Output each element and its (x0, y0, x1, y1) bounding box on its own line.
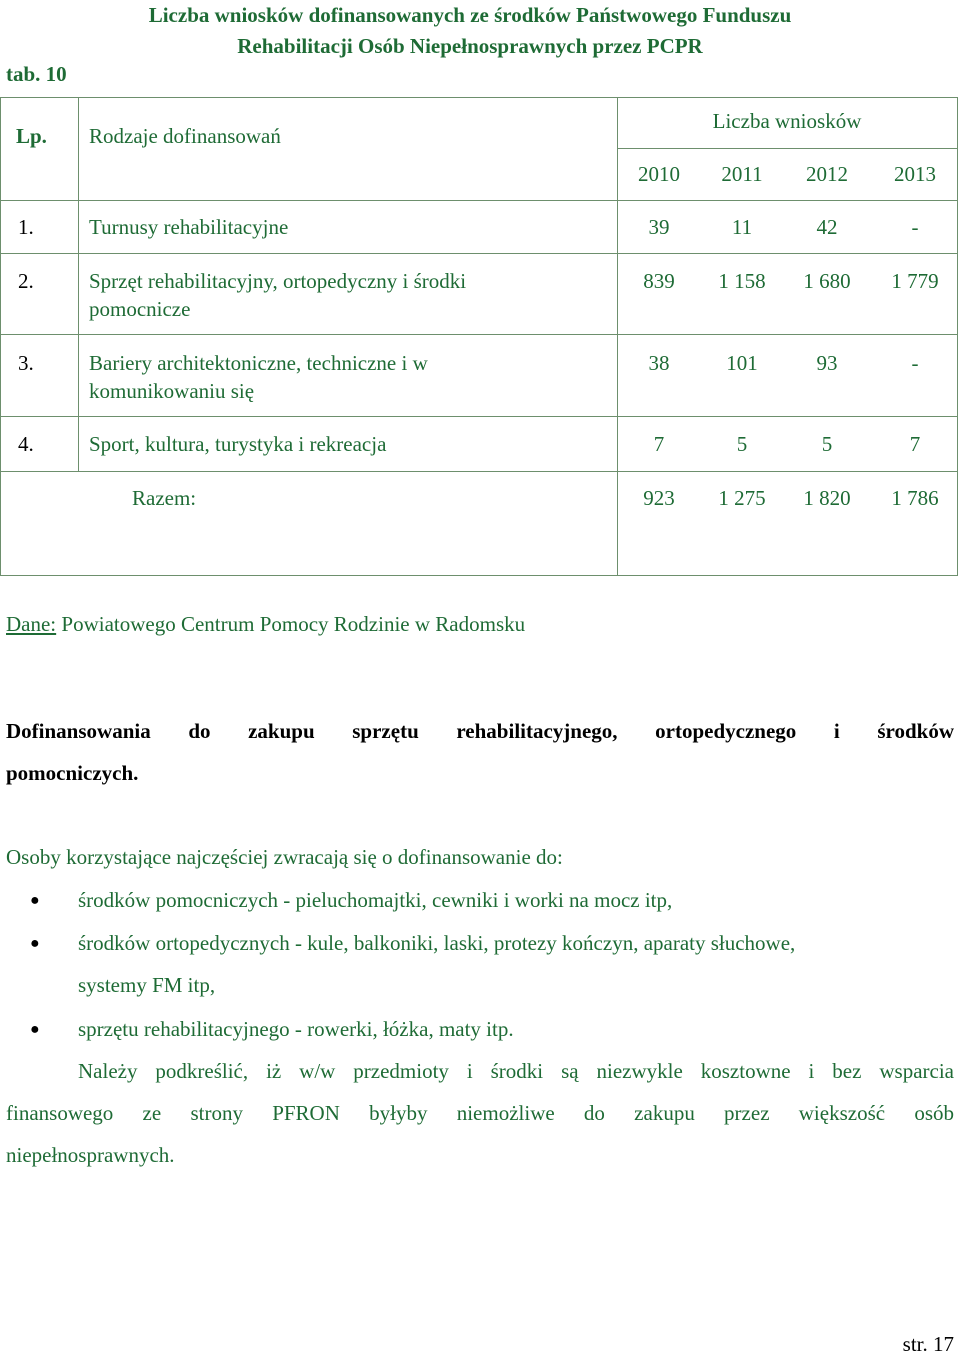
section-heading-line2: pomocniczych. (6, 761, 139, 785)
table-title-line1: Liczba wniosków dofinansowanych ze środków Państwowego Funduszu (148, 3, 792, 27)
row-value-2013: 7 (909, 432, 921, 456)
table-label: tab. 10 (6, 62, 67, 86)
row-name: Turnusy rehabilitacyjne (89, 215, 289, 239)
table-border-top (0, 97, 958, 98)
row-lp: 4. (18, 432, 34, 456)
bullet-text: środków ortopedycznych - kule, balkoniki, laski, protezy kończyn, aparaty słuchowe, (78, 931, 796, 955)
header-type: Rodzaje dofinansowań (89, 124, 281, 148)
table-border-bottom (0, 575, 958, 576)
table-col-lp-divider (78, 97, 79, 472)
row-lp: 1. (18, 215, 34, 239)
row-name: Sport, kultura, turystyka i rekreacja (89, 432, 387, 456)
table-header-divider (617, 148, 958, 149)
bullet-icon: ● (30, 1021, 40, 1038)
table-row2-bottom (0, 334, 958, 335)
row-name: Sprzęt rehabilitacyjny, ortopedyczny i środki (89, 269, 467, 293)
row-value-2012: 42 (816, 215, 838, 239)
bullet-icon: ● (30, 892, 40, 909)
row-value-2013: - (911, 351, 919, 375)
table-title (110, 0, 830, 62)
source-text: Powiatowego Centrum Pomocy Rodzinie w Radomsku (56, 612, 526, 636)
row-value-2011: 5 (736, 432, 748, 456)
row-lp: 2. (18, 269, 34, 293)
row-name: Bariery architektoniczne, techniczne i w (89, 351, 428, 375)
total-value-2011: 1 275 (718, 486, 766, 510)
intro-text: Osoby korzystające najczęściej zwracają się o dofinansowanie do: (6, 845, 563, 869)
closing-line3: niepełnosprawnych. (6, 1143, 175, 1167)
header-lp: Lp. (16, 124, 47, 148)
bullet-icon: ● (30, 935, 40, 952)
row-value-2010: 7 (653, 432, 665, 456)
total-value-2012: 1 820 (803, 486, 851, 510)
row-value-2013: - (911, 215, 919, 239)
table-source (6, 603, 954, 645)
row-value-2012: 93 (816, 351, 838, 375)
row-value-2010: 39 (648, 215, 670, 239)
header-year-2010: 2010 (638, 162, 680, 186)
table-title-line2: Rehabilitacji Osób Niepełnosprawnych przez PCPR (237, 34, 703, 58)
table-row1-bottom (0, 253, 958, 254)
bullet-text: środków pomocniczych - pieluchomajtki, cewniki i worki na mocz itp, (78, 888, 673, 912)
total-label: Razem: (132, 486, 197, 510)
row-lp: 3. (18, 351, 34, 375)
header-group: Liczba wniosków (712, 109, 862, 133)
row-value-2011: 101 (726, 351, 758, 375)
row-value-2013: 1 779 (891, 269, 939, 293)
row-value-2010: 38 (648, 351, 670, 375)
bullet-text-cont: systemy FM itp, (78, 973, 216, 997)
closing-line1: Należy podkreślić, iż w/w przedmioty i środki są niezwykle kosztowne i bez wsparcia (78, 1059, 954, 1083)
row-value-2012: 5 (821, 432, 833, 456)
row-value-2011: 1 158 (718, 269, 766, 293)
table-row4-bottom (0, 471, 958, 472)
row-name-cont: pomocnicze (89, 297, 191, 321)
row-value-2010: 839 (643, 269, 675, 293)
bullet-text: sprzętu rehabilitacyjnego - rowerki, łóżka, maty itp. (78, 1017, 514, 1041)
table-border-left (0, 97, 1, 576)
table-row3-bottom (0, 416, 958, 417)
table-col-type-divider (617, 97, 618, 576)
row-name-cont: komunikowaniu się (89, 379, 255, 403)
header-year-2011: 2011 (721, 162, 763, 186)
total-value-2013: 1 786 (891, 486, 939, 510)
section-heading-line1: Dofinansowania do zakupu sprzętu rehabilitacyjnego, ortopedycznego i środków (6, 719, 954, 743)
row-value-2011: 11 (731, 215, 753, 239)
table-border-right (957, 97, 958, 576)
closing-line2: finansowego ze strony PFRON byłyby niemożliwe do zakupu przez większość osób (6, 1101, 954, 1125)
header-year-2013: 2013 (894, 162, 936, 186)
table-header-bottom (0, 200, 958, 201)
row-value-2012: 1 680 (803, 269, 851, 293)
total-value-2010: 923 (643, 486, 675, 510)
source-label: Dane: (6, 612, 57, 636)
header-year-2012: 2012 (806, 162, 848, 186)
page-number: str. 17 (902, 1332, 954, 1356)
